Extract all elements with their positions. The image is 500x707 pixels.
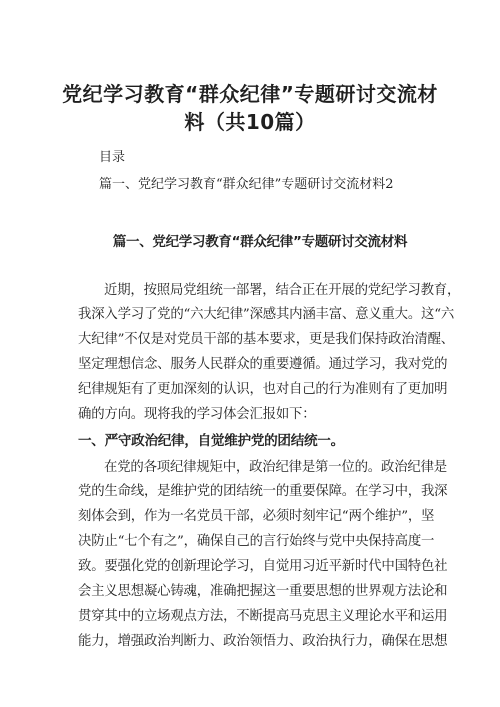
paragraph-line: 刻体会到，作为一名党员干部，必须时刻牢记“两个维护”，坚	[78, 509, 435, 524]
paragraph-line: 致。要强化党的创新理论学习，自觉用习近平新时代中国特色社	[78, 559, 448, 574]
toc-heading: 目录	[99, 150, 126, 165]
paragraph-line: 决防止“七个有之”，确保自己的言行始终与党中央保持高度一	[78, 534, 435, 549]
paragraph-line: 大纪律”不仅是对党员干部的基本要求，更是我们保持政治清醒、	[78, 332, 454, 347]
section-title: 篇一、党纪学习教育“群众纪律”专题研讨交流材料	[112, 234, 408, 250]
paragraph-line: 能力，增强政治判断力、政治领悟力、政治执行力，确保在思想	[78, 634, 448, 649]
paragraph-line: 我深入学习了党的“六大纪律”深感其内涵丰富、意义重大。这“六	[78, 307, 455, 322]
paragraph-line: 纪律规矩有了更加深刻的认识，也对自己的行为准则有了更加明	[78, 382, 448, 397]
document-title-line-2: 料（共10篇）	[184, 110, 316, 134]
paragraph-line: 贯穿其中的立场观点方法，不断提高马克思主义理论水平和运用	[78, 609, 448, 624]
paragraph-line: 会主义思想凝心铸魂，准确把握这一重要思想的世界观方法论和	[78, 584, 448, 599]
paragraph-line: 党的生命线，是维护党的团结统一的重要保障。在学习中，我深	[78, 484, 448, 499]
paragraph-line: 在党的各项纪律规矩中，政治纪律是第一位的。政治纪律是	[104, 460, 447, 475]
document-title-line-1: 党纪学习教育“群众纪律”专题研讨交流材	[62, 82, 438, 106]
paragraph-line: 确的方向。现将我的学习体会汇报如下：	[78, 407, 316, 422]
toc-entry[interactable]: 篇一、党纪学习教育“群众纪律”专题研讨交流材料2	[99, 177, 394, 192]
subsection-heading: 一、严守政治纪律，自觉维护党的团结统一。	[78, 433, 344, 449]
paragraph-line: 近期，按照局党组统一部署，结合正在开展的党纪学习教育，	[104, 283, 461, 298]
paragraph-line: 坚定理想信念、服务人民群众的重要遵循。通过学习，我对党的	[78, 357, 448, 372]
